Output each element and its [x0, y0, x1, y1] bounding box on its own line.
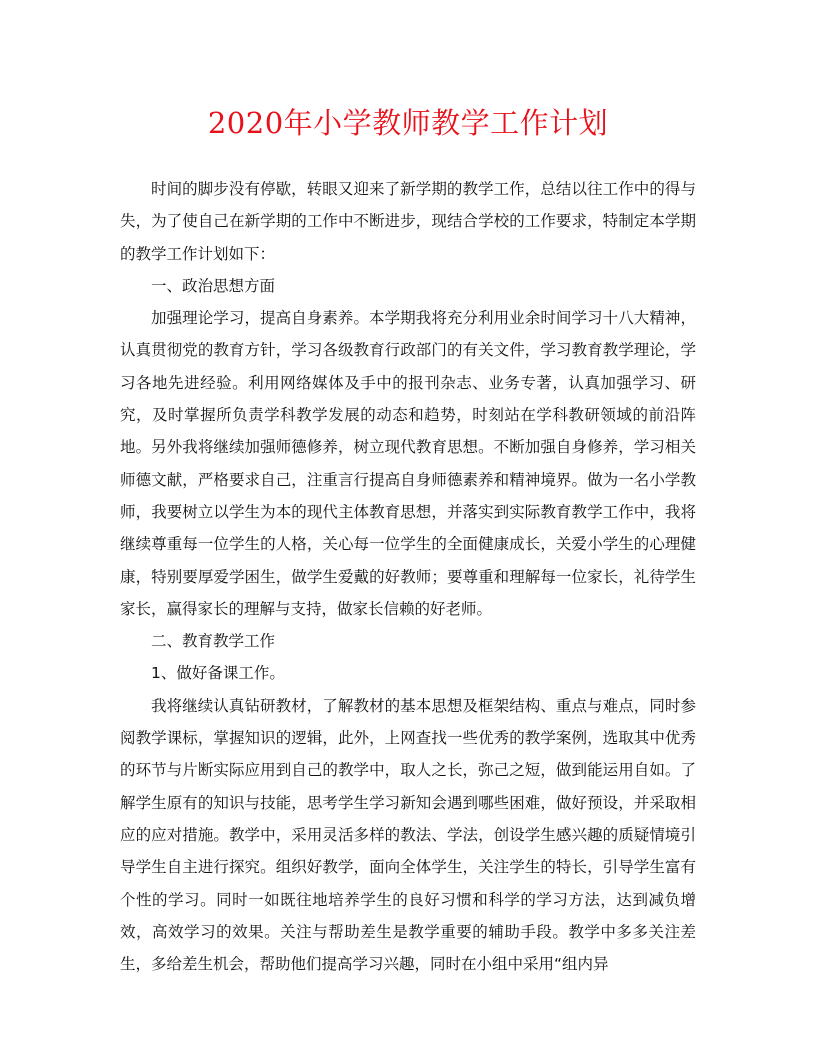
subheading-lesson-prep: 1、做好备课工作。: [151, 664, 285, 683]
section-heading-politics: 一、政治思想方面: [151, 276, 276, 295]
document-title: 2020年小学教师教学工作计划: [207, 106, 609, 140]
lesson-prep-paragraph: 我将继续认真钻研教材，了解教材的基本思想及框架结构、重点与难点，同时参阅教学课标，掌握知识的逻辑，此外，上网查找一些优秀的教学案例，选取其中优秀的环节与片断实际应用到自己的教学中，取人之长，弥己之短，做到能运用自如。了解学生原有的知识与技能，思考学生学习新知会遇到哪些困难，做好预设，并采取相应的应对措施。教学中，采用灵活多样的教法、学法，创设学生感兴趣的质疑情境引导学生自主进行探究。组织好教学，面向全体学生，关注学生的特长，引导学生富有个性的学习。同时一如既往地培养学生的良好习惯和科学的学习方法，达到减负增效，高效学习的效果。关注与帮助差生是教学重要的辅助手段。教学中多多关注差生，多给差生机会，帮助他们提高学习兴趣，同时在小组中采用“组内异: [120, 696, 696, 974]
politics-paragraph: 加强理论学习，提高自身素养。本学期我将充分利用业余时间学习十八大精神，认真贯彻党的教育方针，学习各级教育行政部门的有关文件，学习教育教学理论，学习各地先进经验。利用网络媒体及手中的报刊杂志、业务专著，认真加强学习、研究，及时掌握所负责学科教学发展的动态和趋势，时刻站在学科教研领域的前沿阵地。另外我将继续加强师德修养，树立现代教育思想。不断加强自身修养，学习相关师德文献，严格要求自己，注重言行提高自身师德素养和精神境界。做为一名小学教师，我要树立以学生为本的现代主体教育思想，并落实到实际教育教学工作中，我将继续尊重每一位学生的人格，关心每一位学生的全面健康成长，关爱小学生的心理健康，特别要厚爱学困生，做学生爱戴的好教师；要尊重和理解每一位家长，礼待学生家长，赢得家长的理解与支持，做家长信赖的好老师。: [120, 309, 696, 618]
intro-paragraph: 时间的脚步没有停歇，转眼又迎来了新学期的教学工作，总结以往工作中的得与失，为了使自己在新学期的工作中不断进步，现结合学校的工作要求，特制定本学期的教学工作计划如下：: [120, 180, 696, 263]
section-heading-teaching: 二、教育教学工作: [151, 632, 276, 651]
document-body: [120, 173, 696, 980]
